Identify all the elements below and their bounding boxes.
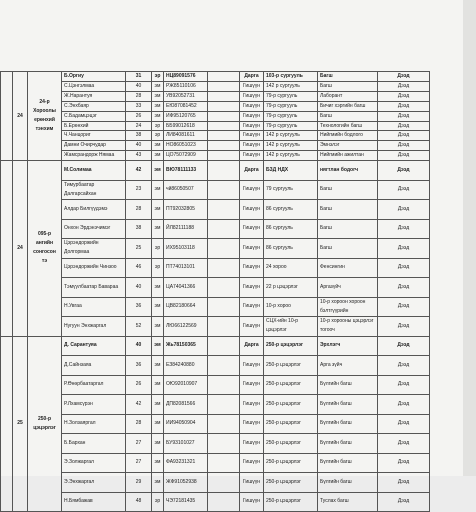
blank-cell (208, 131, 240, 141)
blank-cell (208, 414, 240, 434)
member-name: Алдар Билгүүдэмэ (62, 200, 126, 220)
member-age: 23 (126, 180, 152, 200)
table-row (1, 131, 464, 141)
member-id: РЖ85110106 (164, 81, 208, 91)
member-org: 86 сургууль (264, 200, 318, 220)
member-edu: Дээд (378, 180, 430, 200)
member-sex: эм (152, 414, 164, 434)
blank-cell (208, 395, 240, 415)
member-id: ЛИ84081611 (164, 131, 208, 141)
member-age: 36 (126, 356, 152, 376)
group-school: 095-р ангийн сонгосон тэ (28, 161, 62, 337)
member-edu: Дээд (378, 258, 430, 278)
member-role: 10-р хороон хороон бэлтгүүрийн (318, 297, 378, 317)
member-org: 250-р цэцэрлэг (264, 492, 318, 512)
blank-cell (208, 317, 240, 337)
member-id: ЙЛ82111188 (164, 219, 208, 239)
table-row (1, 219, 464, 239)
page-edge (463, 0, 476, 476)
member-edu: Дээд (378, 375, 430, 395)
member-id: ИФ95120765 (164, 111, 208, 121)
member-role: Эрхлэгч (318, 336, 378, 356)
member-org: СЦХ-ийн 10-р цэцэрлэг (264, 317, 318, 337)
member-role: Багш (318, 111, 378, 121)
member-age: 28 (126, 200, 152, 220)
member-type: Гишүүн (240, 81, 264, 91)
member-id: УВ92052731 (164, 91, 208, 101)
member-role: Бичиг хэргийн багш (318, 101, 378, 111)
member-age: 31 (126, 72, 152, 82)
table-row (1, 101, 464, 111)
member-edu: Дээд (378, 492, 430, 512)
member-age: 26 (126, 111, 152, 121)
member-sex: эм (152, 473, 164, 493)
member-org: 86 сургууль (264, 219, 318, 239)
member-type: Гишүүн (240, 200, 264, 220)
member-sex: эм (152, 375, 164, 395)
table-row (1, 81, 464, 91)
member-edu: Дээд (378, 121, 430, 131)
member-role: Бүлгийн багш (318, 434, 378, 454)
member-edu: Дээд (378, 395, 430, 415)
member-org: 79-р сургууль (264, 101, 318, 111)
table-row (1, 356, 464, 376)
member-name: Жамсрандорж Нямаа (62, 151, 126, 161)
member-type: Гишүүн (240, 453, 264, 473)
member-org: 250-р цэцэрлэг (264, 395, 318, 415)
member-name: С.Бадамцэцэг (62, 111, 126, 121)
member-age: 26 (126, 375, 152, 395)
member-edu: Дээд (378, 356, 430, 376)
blank-cell (208, 297, 240, 317)
group-school: 24-р Хороолы ерөнхий тэнхим (28, 72, 62, 161)
member-org: 103-р сургууль (264, 72, 318, 82)
member-name: Р.Лхамсүрэн (62, 395, 126, 415)
blank-cell (208, 81, 240, 91)
member-type: Гишүүн (240, 356, 264, 376)
member-type: Гишүүн (240, 131, 264, 141)
member-type: Гишүүн (240, 121, 264, 131)
member-sex: эр (152, 258, 164, 278)
member-role: Багш (318, 180, 378, 200)
member-age: 28 (126, 91, 152, 101)
member-id: ДП82081566 (164, 395, 208, 415)
blank-cell (208, 91, 240, 101)
member-sex: эм (152, 101, 164, 111)
member-type: Гишүүн (240, 91, 264, 101)
member-edu: Дээд (378, 278, 430, 298)
member-role: Нийгмийн бодлого (318, 131, 378, 141)
member-org: 142 р сургууль (264, 81, 318, 91)
member-role: нягтлан бодогч (318, 161, 378, 181)
member-name: Н.Золзаяргал (62, 414, 126, 434)
member-sex: эм (152, 81, 164, 91)
table-row (1, 434, 464, 454)
member-role: Туслах багш (318, 492, 378, 512)
member-type: Гишүүн (240, 219, 264, 239)
table-row (1, 121, 464, 131)
member-edu: Дээд (378, 91, 430, 101)
member-sex: эм (152, 161, 164, 181)
member-org: 86 сургууль (264, 239, 318, 259)
member-name: Б.Бархан (62, 434, 126, 454)
member-org: 250-р цэцэрлэг (264, 414, 318, 434)
blank-cell (208, 336, 240, 356)
group-school: 250-р цэцэрлэг (28, 336, 62, 512)
blank-cell (208, 453, 240, 473)
member-role: Аргазүйч (318, 278, 378, 298)
member-role: Багш (318, 200, 378, 220)
blank-cell (208, 111, 240, 121)
member-edu: Дээд (378, 101, 430, 111)
group-blank (1, 72, 13, 161)
member-sex: эм (152, 151, 164, 161)
member-id: НО86051023 (164, 141, 208, 151)
member-name: С.Цэнгэлмаа (62, 81, 126, 91)
member-edu: Дээд (378, 72, 430, 82)
member-id: ЖФ91052938 (164, 473, 208, 493)
member-role: Эмнэлэг (318, 141, 378, 151)
blank-cell (208, 278, 240, 298)
group-number: 24 (13, 72, 28, 161)
member-role: Бүлгийн багш (318, 395, 378, 415)
member-role: Бүлгийн багш (318, 375, 378, 395)
member-type: Гишүүн (240, 239, 264, 259)
member-type: Гишүүн (240, 434, 264, 454)
member-age: 25 (126, 239, 152, 259)
member-edu: Дээд (378, 473, 430, 493)
member-edu: Дээд (378, 151, 430, 161)
member-org: 250-р цэцэрлэг (264, 336, 318, 356)
member-age: 28 (126, 414, 152, 434)
member-sex: эм (152, 434, 164, 454)
member-id: ЦА74041366 (164, 278, 208, 298)
table-row (1, 111, 464, 121)
member-type: Гишүүн (240, 278, 264, 298)
member-id: чй86050507 (164, 180, 208, 200)
member-name: Тимурбаатар Далгарсайхан (62, 180, 126, 200)
table-row (1, 258, 464, 278)
member-type: Гишүүн (240, 180, 264, 200)
blank-cell (208, 356, 240, 376)
table-row (1, 317, 464, 337)
group-number: 24 (13, 161, 28, 337)
blank-cell (208, 375, 240, 395)
member-id: ИИ94050904 (164, 414, 208, 434)
member-sex: эр (152, 72, 164, 82)
member-id: НЦ89091576 (164, 72, 208, 82)
member-role: Багш (318, 219, 378, 239)
member-name: Д. Сарантуяа (62, 336, 126, 356)
member-age: 40 (126, 81, 152, 91)
member-role: Лаборант (318, 91, 378, 101)
member-type: Гишүүн (240, 151, 264, 161)
member-org: 79-р сургууль (264, 111, 318, 121)
table-row (1, 375, 464, 395)
blank-cell (208, 219, 240, 239)
table-row (1, 161, 464, 181)
member-sex: эр (152, 239, 164, 259)
member-org: 79 сургууль (264, 180, 318, 200)
member-id: ФА93231321 (164, 453, 208, 473)
blank-cell (208, 180, 240, 200)
member-type: Гишүүн (240, 258, 264, 278)
member-sex: эм (152, 200, 164, 220)
member-edu: Дээд (378, 453, 430, 473)
member-name: Д.Сайнзаяа (62, 356, 126, 376)
member-sex: эр (152, 121, 164, 131)
member-type: Дарга (240, 336, 264, 356)
member-org: 142 р сургууль (264, 131, 318, 141)
table-row (1, 278, 464, 298)
member-sex: эм (152, 278, 164, 298)
member-org: 250-р цэцэрлэг (264, 356, 318, 376)
table-row (1, 151, 464, 161)
member-id: ВЮ78111133 (164, 161, 208, 181)
member-sex: эр (152, 492, 164, 512)
member-age: 42 (126, 161, 152, 181)
member-id: ЦО75072909 (164, 151, 208, 161)
table-row (1, 297, 464, 317)
table-row (1, 141, 464, 151)
member-id: ИХ95103118 (164, 239, 208, 259)
blank-cell (208, 258, 240, 278)
member-id: ЧЭ72181435 (164, 492, 208, 512)
member-age: 42 (126, 395, 152, 415)
member-name: Цэрэндоржийн Чинзоо (62, 258, 126, 278)
member-role: Фенсингин (318, 258, 378, 278)
member-role: Бүлгийн багш (318, 473, 378, 493)
member-org: БЗД НДХ (264, 161, 318, 181)
blank-cell (208, 101, 240, 111)
member-age: 27 (126, 434, 152, 454)
table-row (1, 180, 464, 200)
table-row (1, 239, 464, 259)
member-role: Багш (318, 81, 378, 91)
member-age: 46 (126, 258, 152, 278)
blank-cell (208, 239, 240, 259)
member-name: Н.Бямбажав (62, 492, 126, 512)
member-name: Цэрэндоржийн Долгормаа (62, 239, 126, 259)
group-blank (1, 336, 13, 512)
member-type: Гишүүн (240, 297, 264, 317)
member-edu: Дээд (378, 336, 430, 356)
member-name: М.Солимаа (62, 161, 126, 181)
member-name: Р.Өнөрбаатаргал (62, 375, 126, 395)
member-id: ПТ74013101 (164, 258, 208, 278)
member-age: 48 (126, 492, 152, 512)
member-id: БУ93101027 (164, 434, 208, 454)
table-row (1, 395, 464, 415)
member-sex: эм (152, 297, 164, 317)
member-role: Арга зүйч (318, 356, 378, 376)
table-row (1, 414, 464, 434)
member-type: Гишүүн (240, 395, 264, 415)
member-type: Дарга (240, 161, 264, 181)
member-role: Багш (318, 72, 378, 82)
member-id: ЕЗ84240880 (164, 356, 208, 376)
member-type: Гишүүн (240, 375, 264, 395)
member-edu: Дээд (378, 434, 430, 454)
member-id: ЕЮ87081452 (164, 101, 208, 111)
member-name: Э.Золжаргал (62, 453, 126, 473)
member-sex: эм (152, 395, 164, 415)
member-org: 24 хороо (264, 258, 318, 278)
member-org: 79-р сургууль (264, 121, 318, 131)
member-org: 142 р сургууль (264, 141, 318, 151)
member-edu: Дээд (378, 81, 430, 91)
member-type: Гишүүн (240, 414, 264, 434)
member-type: Гишүүн (240, 317, 264, 337)
member-age: 40 (126, 141, 152, 151)
member-sex: эм (152, 336, 164, 356)
member-age: 29 (126, 473, 152, 493)
member-name: Ж.Нарантуя (62, 91, 126, 101)
member-edu: Дээд (378, 414, 430, 434)
member-age: 38 (126, 131, 152, 141)
member-name: Э.Энхжаргал (62, 473, 126, 493)
member-edu: Дээд (378, 297, 430, 317)
member-name: Дамни Очирчудар (62, 141, 126, 151)
table-row (1, 492, 464, 512)
member-age: 40 (126, 336, 152, 356)
member-id: ББ99012618 (164, 121, 208, 131)
member-name: С.Энхбаяр (62, 101, 126, 111)
member-org: 250-р цэцэрлэг (264, 473, 318, 493)
member-id: ОЮ92010907 (164, 375, 208, 395)
blank-cell (208, 141, 240, 151)
member-name: Б.Оргиу (62, 72, 126, 82)
member-org: 250-р цэцэрлэг (264, 453, 318, 473)
member-org: 10-р хороо (264, 297, 318, 317)
blank-cell (208, 200, 240, 220)
member-age: 24 (126, 121, 152, 131)
member-edu: Дээд (378, 111, 430, 121)
member-type: Гишүүн (240, 492, 264, 512)
member-role: Технологийн багш (318, 121, 378, 131)
member-type: Гишүүн (240, 141, 264, 151)
blank-cell (208, 434, 240, 454)
member-edu: Дээд (378, 131, 430, 141)
member-org: 22 р цэцэрлэг (264, 278, 318, 298)
member-org: 142 р сургууль (264, 151, 318, 161)
member-edu: Дээд (378, 161, 430, 181)
member-name: Ч.Чанцориг (62, 131, 126, 141)
member-sex: эм (152, 141, 164, 151)
member-org: 250-р цэцэрлэг (264, 434, 318, 454)
member-role: Бүлгийн багш (318, 414, 378, 434)
member-age: 38 (126, 219, 152, 239)
blank-cell (208, 121, 240, 131)
blank-cell (208, 492, 240, 512)
member-age: 40 (126, 278, 152, 298)
member-role: Багш (318, 239, 378, 259)
blank-cell (208, 151, 240, 161)
member-sex: эм (152, 219, 164, 239)
member-id: ЦВ82180664 (164, 297, 208, 317)
member-edu: Дээд (378, 317, 430, 337)
member-type: Гишүүн (240, 473, 264, 493)
member-age: 27 (126, 453, 152, 473)
table-row (1, 200, 464, 220)
member-age: 33 (126, 101, 152, 111)
member-sex: эм (152, 356, 164, 376)
committee-table (0, 71, 464, 512)
table-row (1, 453, 464, 473)
member-role: Нийгмийн ажилтан (318, 151, 378, 161)
member-sex: эм (152, 180, 164, 200)
group-number: 25 (13, 336, 28, 512)
member-sex: эм (152, 91, 164, 101)
member-type: Гишүүн (240, 111, 264, 121)
member-sex: эм (152, 317, 164, 337)
member-role: 10-р хорооны цэцэрлэг тогооч (318, 317, 378, 337)
member-sex: эр (152, 131, 164, 141)
member-edu: Дээд (378, 219, 430, 239)
member-type: Дарга (240, 72, 264, 82)
member-age: 36 (126, 297, 152, 317)
member-edu: Дээд (378, 239, 430, 259)
member-id: ЛЮ66122569 (164, 317, 208, 337)
group-blank (1, 161, 13, 337)
member-age: 52 (126, 317, 152, 337)
member-org: 250-р цэцэрлэг (264, 375, 318, 395)
member-edu: Дээд (378, 200, 430, 220)
member-name: Нугуун Энхжаргал (62, 317, 126, 337)
member-type: Гишүүн (240, 101, 264, 111)
member-name: Н.Увгаа (62, 297, 126, 317)
table-row (1, 91, 464, 101)
member-sex: эм (152, 111, 164, 121)
member-id: Жь78150365 (164, 336, 208, 356)
member-name: Тэмүүлбаатар Бавараа (62, 278, 126, 298)
member-role: Бүлгийн багш (318, 453, 378, 473)
member-name: Онхон Эрдэнэчимэг (62, 219, 126, 239)
blank-cell (208, 72, 240, 82)
member-id: ПТ92032805 (164, 200, 208, 220)
member-org: 79-р сургууль (264, 91, 318, 101)
member-edu: Дээд (378, 141, 430, 151)
member-age: 43 (126, 151, 152, 161)
table-row (1, 72, 464, 82)
blank-cell (208, 161, 240, 181)
table-row (1, 336, 464, 356)
member-sex: эм (152, 453, 164, 473)
member-name: Б.Ерөнхий (62, 121, 126, 131)
